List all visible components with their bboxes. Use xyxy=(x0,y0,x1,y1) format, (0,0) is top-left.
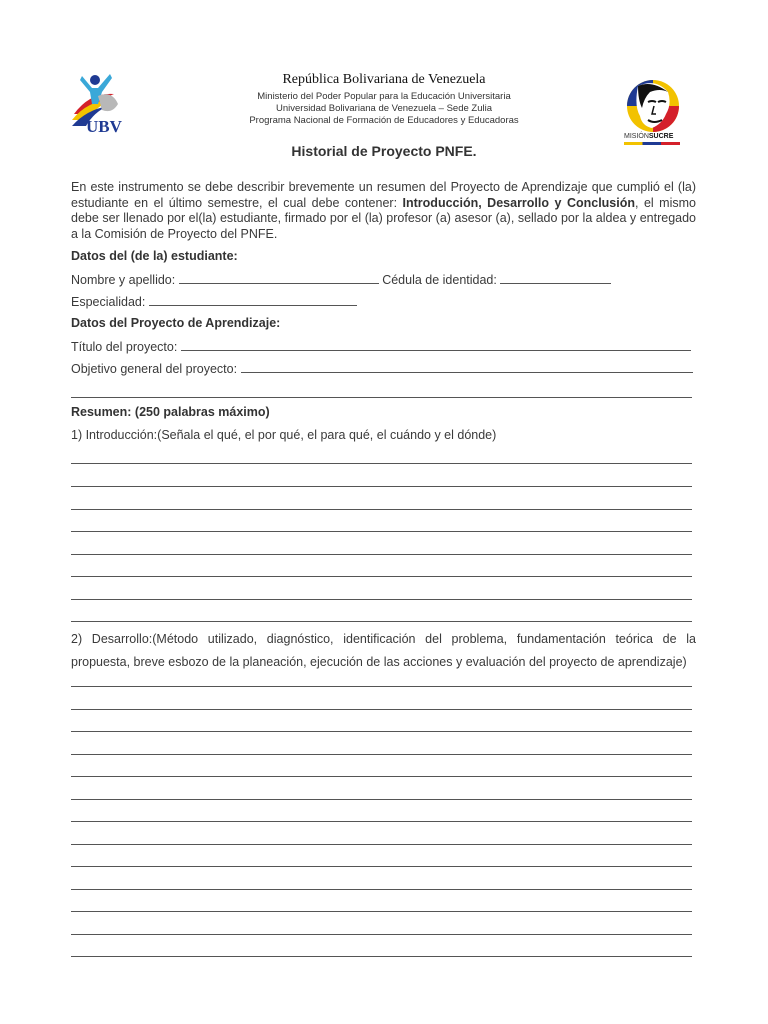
intro-line[interactable] xyxy=(71,554,692,555)
name-row xyxy=(71,272,611,287)
intro-line[interactable] xyxy=(71,486,692,487)
sucre-portrait-icon xyxy=(622,78,684,136)
student-heading: Datos del (de la) estudiante: xyxy=(71,249,238,263)
dev-line[interactable] xyxy=(71,731,692,732)
specialty-row xyxy=(71,294,357,309)
id-field[interactable] xyxy=(500,272,611,284)
project-title-label: Título del proyecto: xyxy=(71,340,178,354)
name-field[interactable] xyxy=(179,272,379,284)
dev-section-label: 2) Desarrollo:(Método utilizado, diagnóstico, identificación del problema, fundamentación teórica de la propuesta, breve esbozo de la planeación, ejecución de las acciones y evaluación del proyecto de aprendizaje) xyxy=(71,632,696,669)
intro-section-label: 1) Introducción:(Señala el qué, el por qué, el para qué, el cuándo y el dónde) xyxy=(71,428,497,442)
id-label: Cédula de identidad: xyxy=(382,273,497,287)
objective-row xyxy=(71,361,693,376)
header-program: Programa Nacional de Formación de Educadores y Educadoras xyxy=(249,115,519,126)
dev-line[interactable] xyxy=(71,709,692,710)
specialty-field[interactable] xyxy=(149,294,357,306)
mision-sucre-text xyxy=(624,133,673,140)
dev-line[interactable] xyxy=(71,821,692,822)
specialty-label: Especialidad: xyxy=(71,295,146,309)
intro-text-bold: Introducción, Desarrollo y Conclusión xyxy=(402,195,635,210)
intro-text-1: En este instrumento se debe describir brevemente un resumen del Proyecto de Aprendizaje que cumplió el (la) estudiante en el último semestre, el cual debe contener: xyxy=(71,180,696,210)
intro-line[interactable] xyxy=(71,621,692,622)
summary-heading: Resumen: (250 palabras máximo) xyxy=(71,405,270,419)
dev-line[interactable] xyxy=(71,934,692,935)
name-label: Nombre y apellido: xyxy=(71,273,176,287)
intro-line[interactable] xyxy=(71,463,692,464)
intro-line[interactable] xyxy=(71,576,692,577)
dev-line[interactable] xyxy=(71,889,692,890)
dev-line[interactable] xyxy=(71,776,692,777)
intro-text-2: , el mismo debe ser llenado por el(la) estudiante, firmado por el (la) profesor (a) asesor (a), sellado por la aldea y entregado a la Comisión de Proyecto del PNFE. xyxy=(71,195,696,241)
project-heading: Datos del Proyecto de Aprendizaje: xyxy=(71,316,281,330)
intro-line[interactable] xyxy=(71,509,692,510)
dev-line[interactable] xyxy=(71,754,692,755)
dev-line[interactable] xyxy=(71,844,692,845)
header-republic: República Bolivariana de Venezuela xyxy=(282,72,486,87)
intro-line[interactable] xyxy=(71,531,692,532)
header-university: Universidad Bolivariana de Venezuela – Sede Zulia xyxy=(276,103,492,114)
objective-extra-line[interactable] xyxy=(71,397,692,398)
ubv-logo-text: UBV xyxy=(86,117,122,136)
dev-line[interactable] xyxy=(71,686,692,687)
dev-line[interactable] xyxy=(71,799,692,800)
intro-paragraph xyxy=(71,180,696,242)
header-ministry: Ministerio del Poder Popular para la Educación Universitaria xyxy=(257,91,511,102)
dev-line[interactable] xyxy=(71,911,692,912)
dev-line[interactable] xyxy=(71,866,692,867)
sucre-label: SUCRE xyxy=(648,133,674,140)
mision-label: MISIÓN xyxy=(624,133,649,140)
project-title-row xyxy=(71,339,691,354)
mision-sucre-logo xyxy=(622,78,684,152)
objective-label: Objetivo general del proyecto: xyxy=(71,362,238,376)
document-title: Historial de Proyecto PNFE. xyxy=(291,143,477,159)
objective-field[interactable] xyxy=(241,361,693,373)
dev-line[interactable] xyxy=(71,956,692,957)
project-title-field[interactable] xyxy=(181,339,691,351)
intro-line[interactable] xyxy=(71,599,692,600)
